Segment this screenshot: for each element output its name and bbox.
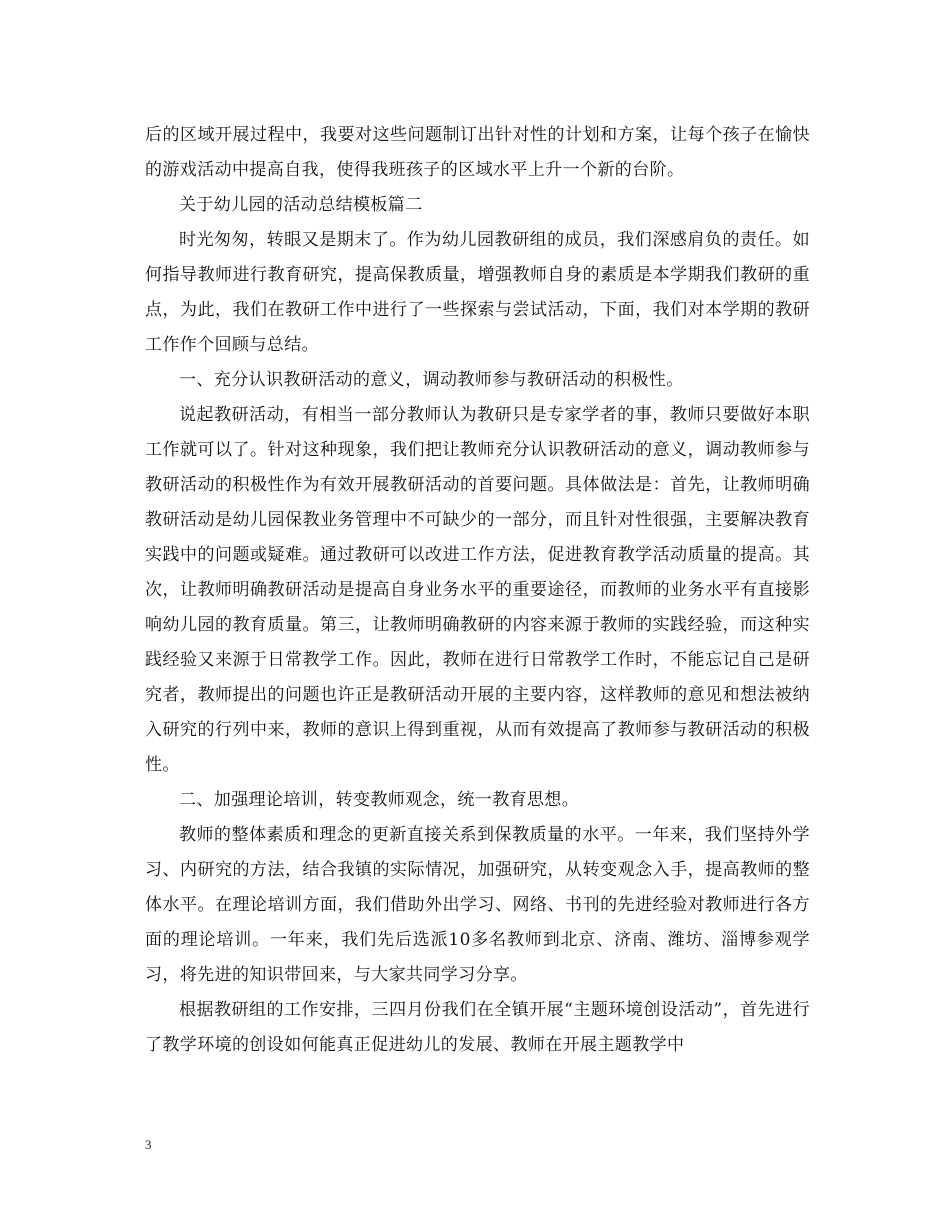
page-number: 3 <box>145 1137 152 1152</box>
paragraph-activity-plan: 根据教研组的工作安排，三四月份我们在全镇开展“主题环境创设活动”，首先进行了教学环境的创设如何能真正促进幼儿的发展、教师在开展主题教学中 <box>145 1000 810 1055</box>
section-title: 关于幼儿园的活动总结模板篇二 <box>179 195 423 215</box>
heading-part-two: 二、加强理论培训，转变教师观念，统一教育思想。 <box>179 790 580 810</box>
paragraph-intro: 时光匆匆，转眼又是期末了。作为幼儿园教研组的成员，我们深感肩负的责任。如何指导教师进行教育研究，提高保教质量，增强教师自身的素质是本学期我们教研的重点，为此，我们在教研工作中进行了一些探索与尝试活动，下面，我们对本学期的教研工作作个回顾与总结。 <box>145 230 810 355</box>
page-body <box>145 118 810 1063</box>
paragraph-part-one: 说起教研活动，有相当一部分教师认为教研只是专家学者的事，教师只要做好本职工作就可以了。针对这种现象，我们把让教师充分认识教研活动的意义，调动教师参与教研活动的积极性作为有效开展教研活动的首要问题。具体做法是：首先，让教师明确教研活动是幼儿园保教业务管理中不可缺少的一部分，而且针对性很强，主要解决教育实践中的问题或疑难。通过教研可以改进工作方法，促进教育教学活动质量的提高。其次，让教师明确教研活动是提高自身业务水平的重要途径，而教师的业务水平有直接影响幼儿园的教育质量。第三，让教师明确教研的内容来源于教师的实践经验，而这种实践经验又来源于日常教学工作。因此，教师在进行日常教学工作时，不能忘记自己是研究者，教师提出的问题也许正是教研活动开展的主要内容，这样教师的意见和想法被纳入研究的行列中来，教师的意识上得到重视，从而有效提高了教师参与教研活动的积极性。 <box>145 405 810 775</box>
paragraph-part-two: 教师的整体素质和理念的更新直接关系到保教质量的水平。一年来，我们坚持外学习、内研究的方法，结合我镇的实际情况，加强研究，从转变观念入手，提高教师的整体水平。在理论培训方面，我们借助外出学习、网络、书刊的先进经验对教师进行各方面的理论培训。一年来，我们先后选派10多名教师到北京、济南、潍坊、淄博参观学习，将先进的知识带回来，与大家共同学习分享。 <box>145 825 810 985</box>
heading-part-one: 一、充分认识教研活动的意义，调动教师参与教研活动的积极性。 <box>179 370 684 390</box>
paragraph-continuation: 后的区域开展过程中，我要对这些问题制订出针对性的计划和方案，让每个孩子在愉快的游戏活动中提高自我，使得我班孩子的区域水平上升一个新的台阶。 <box>145 125 810 180</box>
